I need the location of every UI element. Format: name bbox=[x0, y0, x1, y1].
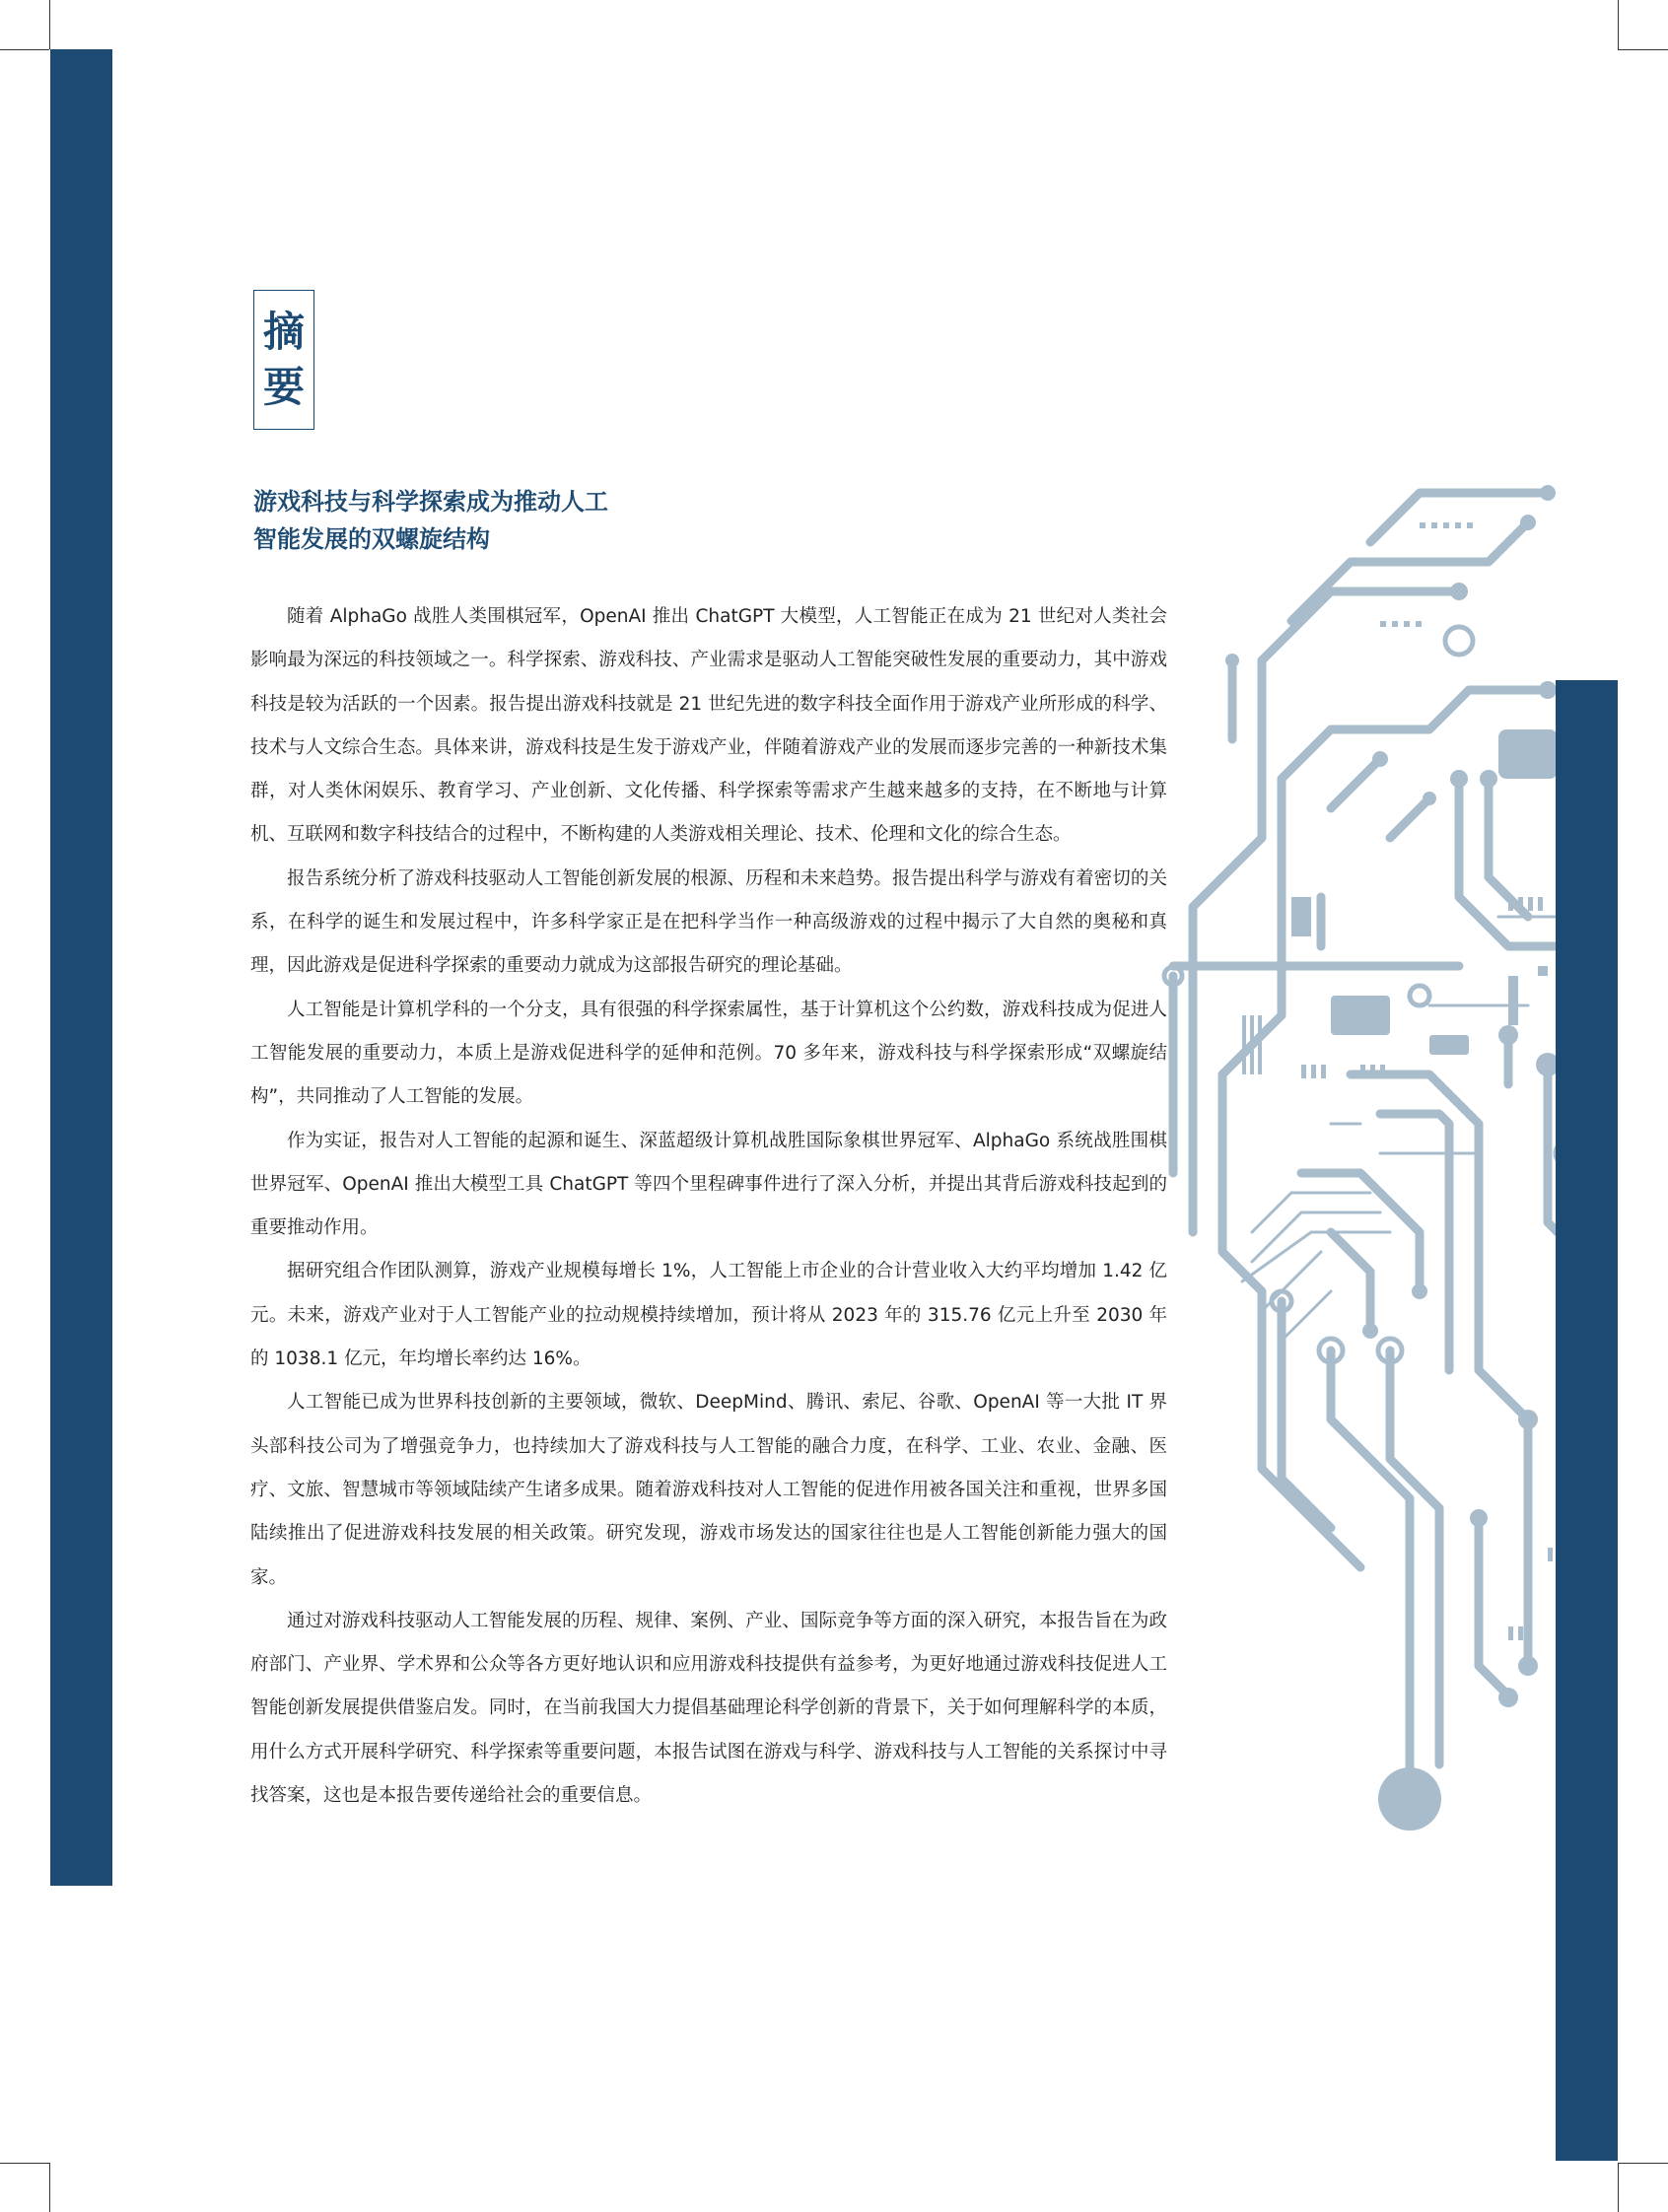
subtitle-line: 游戏科技与科学探索成为推动人工 bbox=[253, 488, 608, 516]
paragraph: 作为实证，报告对人工智能的起源和诞生、深蓝超级计算机战胜国际象棋世界冠军、AlphaGo 系统战胜围棋世界冠军、OpenAI 推出大模型工具 ChatGPT 等四个里程碑事件进行了深入分析，并提出其背后游戏科技起到的重要推动作用。 bbox=[250, 1130, 1167, 1239]
heading-char: 要 bbox=[262, 363, 305, 411]
paragraph: 通过对游戏科技驱动人工智能发展的历程、规律、案例、产业、国际竞争等方面的深入研究，本报告旨在为政府部门、产业界、学术界和公众等各方更好地认识和应用游戏科技提供有益参考，为更好地通过游戏科技促进人工智能创新发展提供借鉴启发。同时，在当前我国大力提倡基础理论科学创新的背景下，关于如何理解科学的本质，用什么方式开展科学研究、科学探索等重要问题，本报告试图在游戏与科学、游戏科技与人工智能的关系探讨中寻找答案，这也是本报告要传递给社会的重要信息。 bbox=[250, 1610, 1167, 1807]
paragraph: 随着 AlphaGo 战胜人类围棋冠军，OpenAI 推出 ChatGPT 大模型，人工智能正在成为 21 世纪对人类社会影响最为深远的科技领域之一。科学探索、游戏科技、产业需求是驱动人工智能突破性发展的重要动力，其中游戏科技是较为活跃的一个因素。报告提出游戏科技就是 21 世纪先进的数字科技全面作用于游戏产业所形成的科学、技术与人文综合生态。具体来讲，游戏科技是生发于游戏产业，伴随着游戏产业的发展而逐步完善的一种新技术集群，对人类休闲娱乐、教育学习、产业创新、文化传播、科学探索等需求产生越来越多的支持，在不断地与计算机、互联网和数字科技结合的过程中，不断构建的人类游戏相关理论、技术、伦理和文化的综合生态。 bbox=[250, 606, 1167, 846]
paragraph: 人工智能是计算机学科的一个分支，具有很强的科学探索属性，基于计算机这个公约数，游戏科技成为促进人工智能发展的重要动力，本质上是游戏促进科学的延伸和范例。70 多年来，游戏科技与科学探索形成“双螺旋结构”，共同推动了人工智能的发展。 bbox=[250, 999, 1167, 1108]
paragraph: 人工智能已成为世界科技创新的主要领域，微软、DeepMind、腾讯、索尼、谷歌、OpenAI 等一大批 IT 界头部科技公司为了增强竞争力，也持续加大了游戏科技与人工智能的融合力度，在科学、工业、农业、金融、医疗、文旅、智慧城市等领域陆续产生诸多成果。随着游戏科技对人工智能的促进作用被各国关注和重视，世界多国陆续推出了促进游戏科技发展的相关政策。研究发现，游戏市场发达的国家往往也是人工智能创新能力强大的国家。 bbox=[250, 1392, 1167, 1588]
right-accent-bar bbox=[1556, 680, 1618, 2161]
left-accent-bar bbox=[50, 49, 112, 1886]
subtitle bbox=[253, 483, 677, 558]
heading-char: 摘 bbox=[262, 308, 305, 356]
paragraph: 报告系统分析了游戏科技驱动人工智能创新发展的根源、历程和未来趋势。报告提出科学与游戏有着密切的关系，在科学的诞生和发展过程中，许多科学家正是在把科学当作一种高级游戏的过程中揭示了大自然的奥秘和真理，因此游戏是促进科学探索的重要动力就成为这部报告研究的理论基础。 bbox=[250, 867, 1167, 977]
crop-mark bbox=[1618, 2163, 1668, 2164]
subtitle-line: 智能发展的双螺旋结构 bbox=[253, 525, 490, 553]
section-heading bbox=[253, 290, 314, 430]
crop-mark bbox=[0, 49, 49, 50]
crop-mark bbox=[49, 2163, 50, 2212]
crop-mark bbox=[0, 2163, 49, 2164]
paragraph: 据研究组合作团队测算，游戏产业规模每增长 1%，人工智能上市企业的合计营业收入大约平均增加 1.42 亿元。未来，游戏产业对于人工智能产业的拉动规模持续增加，预计将从 2023 年的 315.76 亿元上升至 2030 年的 1038.1 亿元，年均增长率约达 16%。 bbox=[250, 1261, 1167, 1370]
crop-mark bbox=[49, 0, 50, 49]
crop-mark bbox=[1618, 0, 1619, 49]
abstract-body bbox=[250, 595, 1167, 1818]
circuit-board-illustration bbox=[1134, 483, 1619, 1883]
crop-mark bbox=[1618, 49, 1668, 50]
crop-mark bbox=[1618, 2163, 1619, 2212]
